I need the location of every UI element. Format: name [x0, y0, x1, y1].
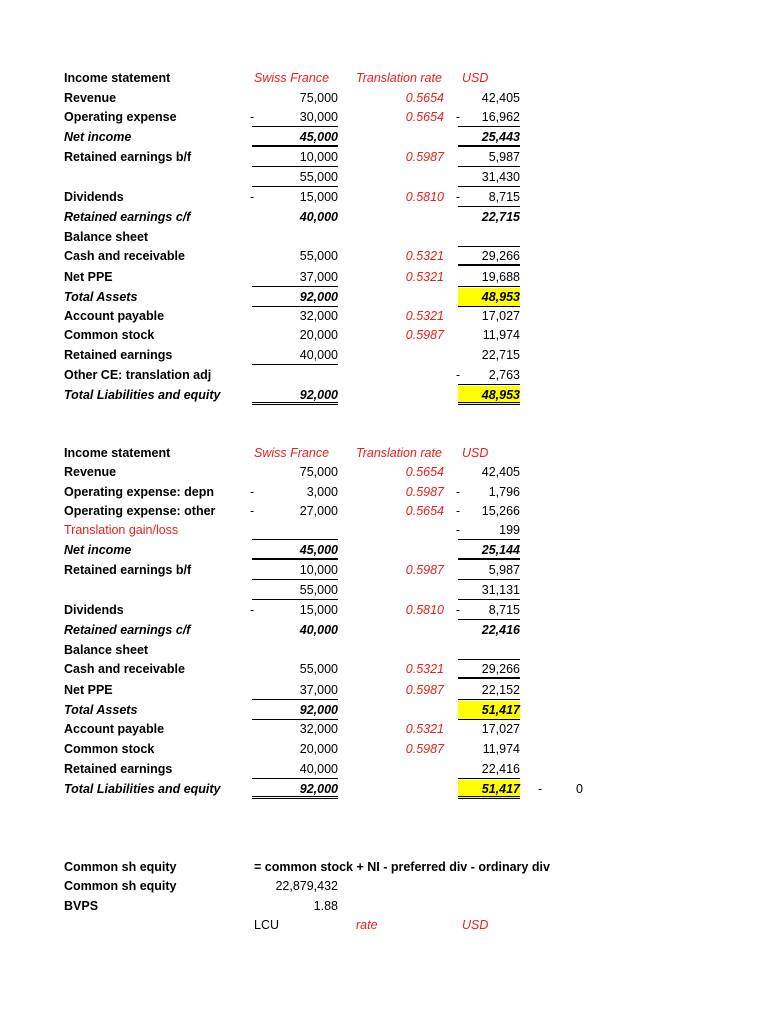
bvps-row — [0, 897, 768, 917]
rate-value: 0.5321 — [405, 722, 444, 736]
chf-sign: - — [250, 504, 255, 518]
usd-underline — [458, 228, 520, 247]
usd-value: 31,131 — [458, 581, 520, 600]
s2-row-bs-header — [0, 641, 768, 661]
usd-value: 22,715 — [481, 348, 520, 362]
rate-value: 0.5987 — [405, 742, 444, 756]
chf-value: 37,000 — [252, 268, 338, 287]
row-label: Dividends — [64, 603, 124, 617]
row-label: Retained earnings — [64, 348, 173, 362]
s1-row-re-bf — [0, 148, 768, 168]
s1-header-label: Income statement — [64, 71, 171, 85]
s2-row-revenue — [0, 463, 768, 483]
s2-header-chf: Swiss France — [254, 446, 330, 460]
chf-value: 15,000 — [299, 603, 338, 617]
row-label: Retained earnings c/f — [64, 210, 191, 224]
row-label: Common sh equity — [64, 879, 177, 893]
difference-value: 0 — [576, 782, 583, 796]
chf-sign: - — [250, 485, 255, 499]
usd-value: 42,405 — [481, 91, 520, 105]
rate-value: 0.5321 — [405, 249, 444, 263]
chf-value: 55,000 — [252, 581, 338, 600]
usd-sign: - — [456, 523, 461, 537]
row-label: Cash and receivable — [64, 249, 185, 263]
s1-row-re — [0, 346, 768, 366]
row-label: Revenue — [64, 91, 117, 105]
s1-header-usd: USD — [462, 71, 489, 85]
row-label: Total Assets — [64, 703, 138, 717]
row-label: Net PPE — [64, 270, 113, 284]
s1-row-total-assets — [0, 288, 768, 308]
usd-value: 11,974 — [482, 328, 520, 342]
usd-value: 5,987 — [458, 148, 520, 167]
chf-value: 55,000 — [299, 249, 338, 263]
usd-value: 15,266 — [481, 504, 520, 518]
footer-rate: rate — [356, 918, 378, 932]
row-label: Total Liabilities and equity — [64, 388, 221, 402]
usd-value: 5,987 — [458, 561, 520, 580]
equity-value-row — [0, 877, 768, 897]
s2-row-cs — [0, 740, 768, 760]
usd-value: 11,974 — [482, 742, 520, 756]
s1-row-cs — [0, 326, 768, 346]
chf-value: 3,000 — [306, 485, 338, 499]
row-label: Balance sheet — [64, 230, 149, 244]
chf-value: 75,000 — [299, 91, 338, 105]
row-label: Net income — [64, 543, 132, 557]
chf-value: 40,000 — [299, 623, 338, 637]
row-label: Revenue — [64, 465, 117, 479]
usd-value: 16,962 — [458, 108, 520, 127]
row-label: Other CE: translation adj — [64, 368, 212, 382]
rate-value: 0.5321 — [405, 309, 444, 323]
usd-value: 19,688 — [458, 268, 520, 287]
s1-row-re-cf — [0, 208, 768, 228]
s2-row-re-bf — [0, 561, 768, 581]
row-label: Retained earnings b/f — [64, 150, 192, 164]
rate-value: 0.5810 — [405, 190, 444, 204]
s1-row-revenue — [0, 89, 768, 109]
row-label: Retained earnings — [64, 762, 173, 776]
rate-value: 0.5987 — [405, 683, 444, 697]
row-label: Operating expense: other — [64, 504, 216, 518]
equity-value: 22,879,432 — [275, 879, 338, 893]
row-label: Balance sheet — [64, 643, 149, 657]
chf-value: 15,000 — [299, 190, 338, 204]
equity-definition-row — [0, 858, 768, 878]
usd-value: 22,416 — [458, 760, 520, 779]
chf-value: 32,000 — [299, 722, 338, 736]
row-label: Translation gain/loss — [64, 523, 179, 537]
chf-sign: - — [250, 110, 255, 124]
usd-value-highlight: 48,953 — [458, 386, 520, 405]
rate-value: 0.5987 — [405, 485, 444, 499]
chf-value: 92,000 — [252, 780, 338, 799]
usd-sign: - — [456, 504, 461, 518]
s2-row-total-assets — [0, 701, 768, 721]
difference-sign: - — [538, 782, 543, 796]
usd-value: 17,027 — [481, 722, 520, 736]
rate-value: 0.5987 — [405, 328, 444, 342]
s1-row-opex — [0, 108, 768, 128]
s2-header-usd: USD — [462, 446, 489, 460]
chf-value: 20,000 — [299, 328, 338, 342]
usd-value: 2,763 — [458, 366, 520, 385]
usd-value: 199 — [458, 521, 520, 540]
usd-value: 8,715 — [458, 188, 520, 207]
rate-value: 0.5987 — [405, 563, 444, 577]
s1-header-rate: Translation rate — [356, 71, 442, 85]
usd-value: 25,144 — [458, 541, 520, 560]
s2-row-ppe — [0, 681, 768, 701]
chf-value: 75,000 — [299, 465, 338, 479]
s1-row-total-le — [0, 386, 768, 406]
row-label: Total Assets — [64, 290, 138, 304]
s2-header-row — [0, 444, 768, 464]
usd-value-highlight: 48,953 — [458, 288, 520, 307]
s2-row-subtotal — [0, 581, 768, 601]
chf-value: 10,000 — [252, 148, 338, 167]
s2-row-opex-depn — [0, 483, 768, 503]
chf-value: 37,000 — [252, 681, 338, 700]
chf-value: 27,000 — [299, 504, 338, 518]
s1-row-other-ce — [0, 366, 768, 386]
row-label: Retained earnings c/f — [64, 623, 191, 637]
row-label: Total Liabilities and equity — [64, 782, 221, 796]
chf-value: 92,000 — [252, 386, 338, 405]
s2-row-net-income — [0, 541, 768, 561]
rate-value: 0.5654 — [405, 91, 444, 105]
s2-row-re-cf — [0, 621, 768, 641]
usd-underline — [458, 641, 520, 660]
s2-row-fx-gain — [0, 521, 768, 541]
s2-row-ap — [0, 720, 768, 740]
rate-value: 0.5321 — [405, 270, 444, 284]
bvps-value: 1.88 — [313, 899, 338, 913]
usd-value: 17,027 — [481, 309, 520, 323]
row-label: Account payable — [64, 722, 165, 736]
s2-header-rate: Translation rate — [356, 446, 442, 460]
footer-header-row — [0, 916, 768, 936]
usd-value: 29,266 — [458, 247, 520, 266]
usd-sign: - — [456, 485, 461, 499]
chf-sign: - — [250, 190, 255, 204]
usd-value-highlight: 51,417 — [458, 780, 520, 799]
chf-value: 40,000 — [252, 346, 338, 365]
s1-row-ap — [0, 307, 768, 327]
row-label: Dividends — [64, 190, 124, 204]
rate-value: 0.5321 — [405, 662, 444, 676]
chf-sign: - — [250, 603, 255, 617]
s1-row-bs-header — [0, 228, 768, 248]
row-label: Cash and receivable — [64, 662, 185, 676]
rate-value: 0.5654 — [405, 504, 444, 518]
usd-value: 25,443 — [458, 128, 520, 147]
usd-sign: - — [456, 110, 461, 124]
s2-row-cash — [0, 660, 768, 680]
chf-value: 30,000 — [252, 108, 338, 127]
rate-value: 0.5654 — [405, 110, 444, 124]
usd-value: 22,416 — [481, 623, 520, 637]
footer-usd: USD — [462, 918, 489, 932]
chf-value: 32,000 — [299, 309, 338, 323]
chf-underline — [252, 521, 338, 540]
s2-row-re — [0, 760, 768, 780]
s2-row-total-le — [0, 780, 768, 800]
usd-value-highlight: 51,417 — [458, 701, 520, 720]
row-label: Operating expense — [64, 110, 177, 124]
usd-value: 22,715 — [481, 210, 520, 224]
s2-row-dividends — [0, 601, 768, 621]
rate-value: 0.5987 — [405, 150, 444, 164]
s1-row-cash — [0, 247, 768, 267]
row-label: BVPS — [64, 899, 99, 913]
usd-value: 1,796 — [488, 485, 520, 499]
row-label: Net PPE — [64, 683, 113, 697]
s1-header-chf: Swiss France — [254, 71, 330, 85]
chf-value: 10,000 — [252, 561, 338, 580]
chf-value: 55,000 — [252, 168, 338, 187]
usd-sign: - — [456, 190, 461, 204]
rate-value: 0.5810 — [405, 603, 444, 617]
row-label: Common stock — [64, 742, 155, 756]
s1-row-subtotal — [0, 168, 768, 188]
chf-value: 20,000 — [299, 742, 338, 756]
chf-value: 40,000 — [252, 760, 338, 779]
usd-value: 22,152 — [458, 681, 520, 700]
rate-value: 0.5654 — [405, 465, 444, 479]
usd-value: 42,405 — [481, 465, 520, 479]
usd-value: 29,266 — [458, 660, 520, 679]
s1-header-row — [0, 69, 768, 89]
s2-row-opex-other — [0, 502, 768, 522]
chf-value: 55,000 — [299, 662, 338, 676]
footer-lcu: LCU — [254, 918, 280, 932]
row-label: Net income — [64, 130, 132, 144]
s1-row-ppe — [0, 268, 768, 288]
s1-row-net-income — [0, 128, 768, 148]
equity-formula: = common stock + NI - preferred div - ordinary div — [254, 860, 550, 874]
usd-value: 31,430 — [458, 168, 520, 187]
usd-sign: - — [456, 368, 461, 382]
chf-value: 92,000 — [252, 701, 338, 720]
row-label: Common sh equity — [64, 860, 177, 874]
row-label: Common stock — [64, 328, 155, 342]
chf-value: 40,000 — [299, 210, 338, 224]
usd-sign: - — [456, 603, 461, 617]
usd-value: 8,715 — [458, 601, 520, 620]
chf-value: 45,000 — [252, 128, 338, 147]
s1-row-dividends — [0, 188, 768, 208]
s2-header-label: Income statement — [64, 446, 171, 460]
row-label: Operating expense: depn — [64, 485, 215, 499]
chf-value: 45,000 — [252, 541, 338, 560]
row-label: Account payable — [64, 309, 165, 323]
row-label: Retained earnings b/f — [64, 563, 192, 577]
chf-value: 92,000 — [252, 288, 338, 307]
